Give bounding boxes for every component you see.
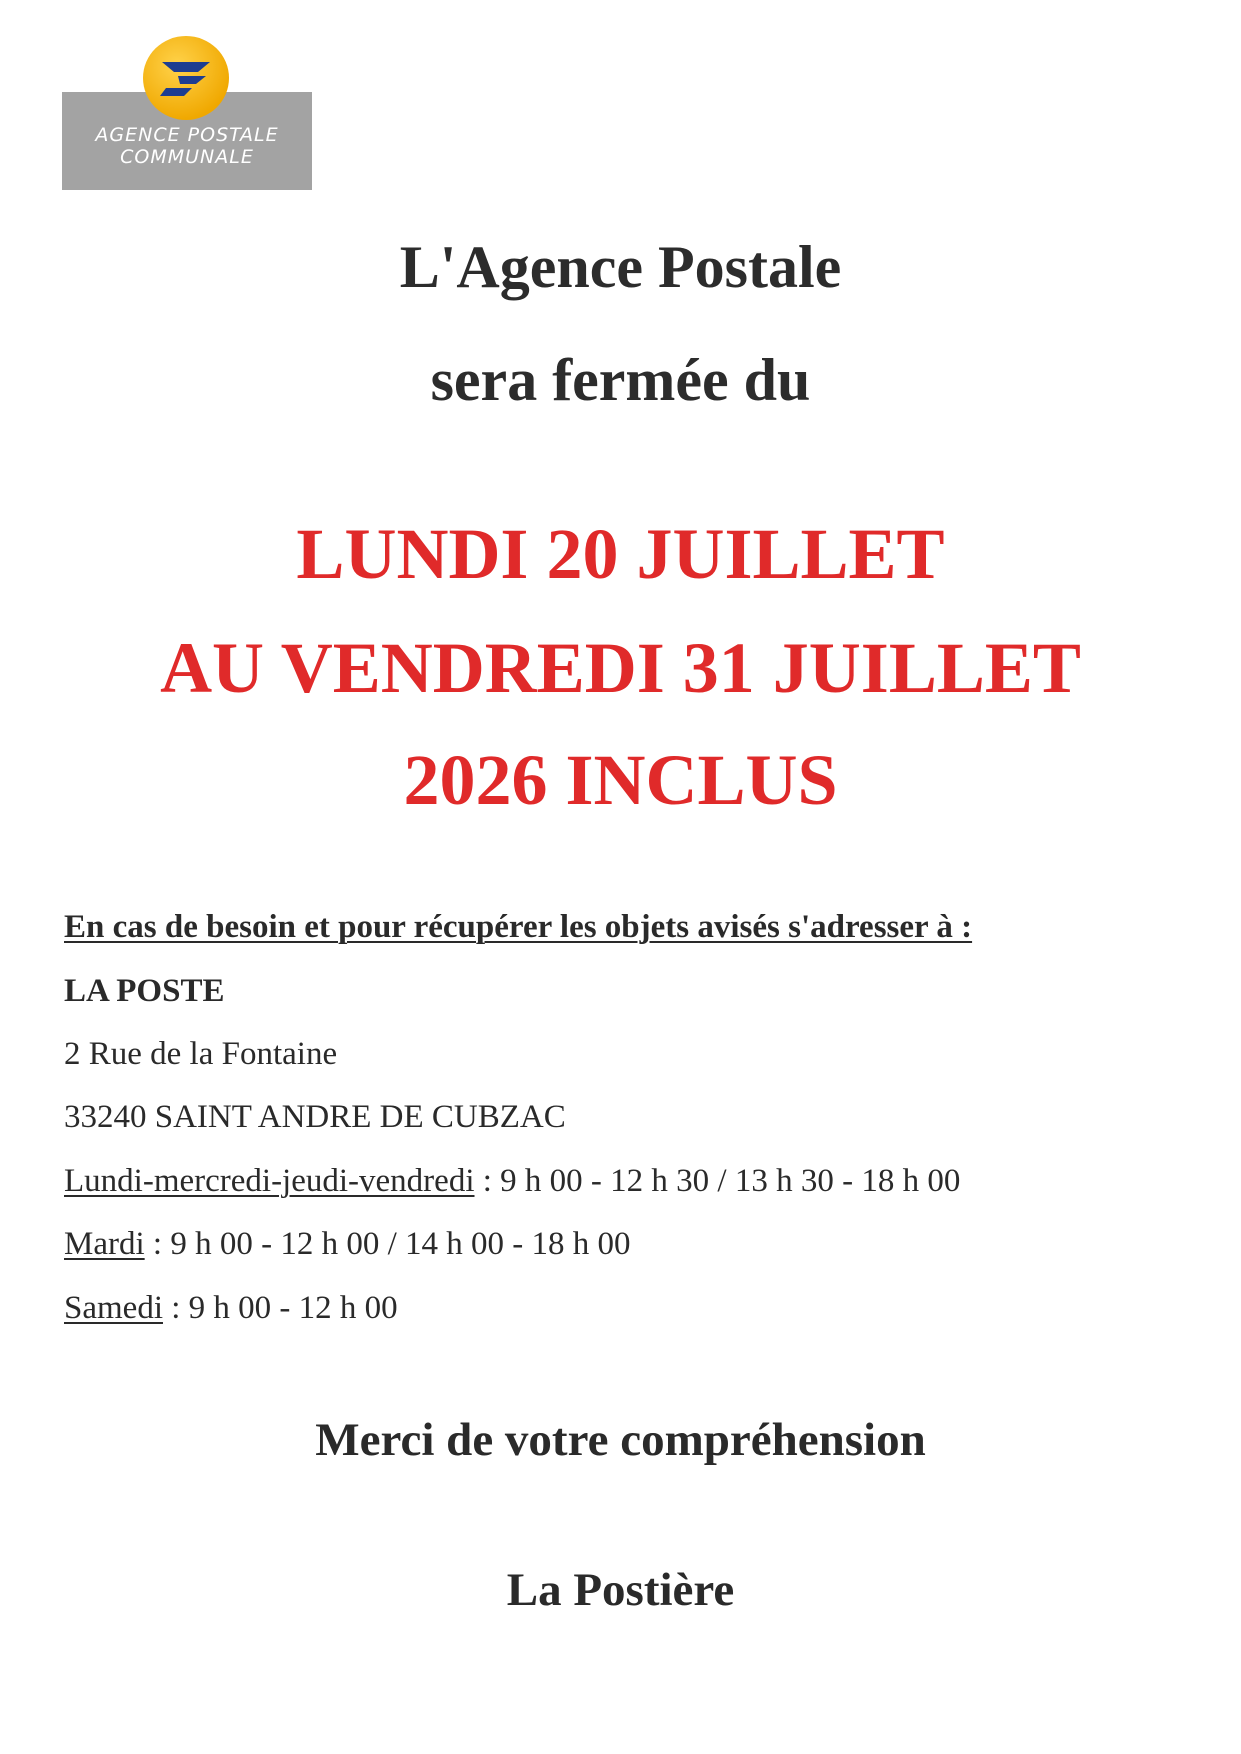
logo-text-line2: COMMUNALE	[120, 146, 254, 168]
hours-times: : 9 h 00 - 12 h 30 / 13 h 30 - 18 h 00	[474, 1163, 961, 1199]
closure-dates-line1: LUNDI 20 JUILLET	[296, 514, 945, 594]
thanks-message: Merci de votre compréhension	[315, 1414, 926, 1466]
hours-row-weekdays	[64, 1161, 960, 1201]
agence-postale-logo	[62, 32, 312, 190]
contact-intro-text: En cas de besoin et pour récupérer les objets avisés s'adresser à :	[64, 909, 973, 945]
hours-times: : 9 h 00 - 12 h 00 / 14 h 00 - 18 h 00	[144, 1226, 631, 1262]
contact-street: 2 Rue de la Fontaine	[64, 1036, 338, 1072]
contact-intro	[64, 907, 972, 947]
hours-row-saturday	[64, 1288, 398, 1328]
hours-times: : 9 h 00 - 12 h 00	[162, 1290, 398, 1326]
hours-row-tuesday	[64, 1224, 630, 1264]
hours-days: Lundi-mercredi-jeudi-vendredi	[64, 1163, 475, 1199]
hours-days: Samedi	[64, 1290, 163, 1326]
title-line1: L'Agence Postale	[399, 234, 842, 300]
contact-city: 33240 SAINT ANDRE DE CUBZAC	[64, 1099, 566, 1135]
contact-name: LA POSTE	[64, 973, 225, 1009]
closure-dates-line2: AU VENDREDI 31 JUILLET	[160, 628, 1081, 708]
logo-text-line1: AGENCE POSTALE	[95, 124, 279, 146]
title-line2: sera fermée du	[430, 347, 811, 413]
hours-days: Mardi	[64, 1226, 145, 1262]
la-poste-bird-icon	[140, 32, 232, 124]
signature: La Postière	[506, 1564, 735, 1616]
closure-dates-line3: 2026 INCLUS	[403, 740, 838, 820]
